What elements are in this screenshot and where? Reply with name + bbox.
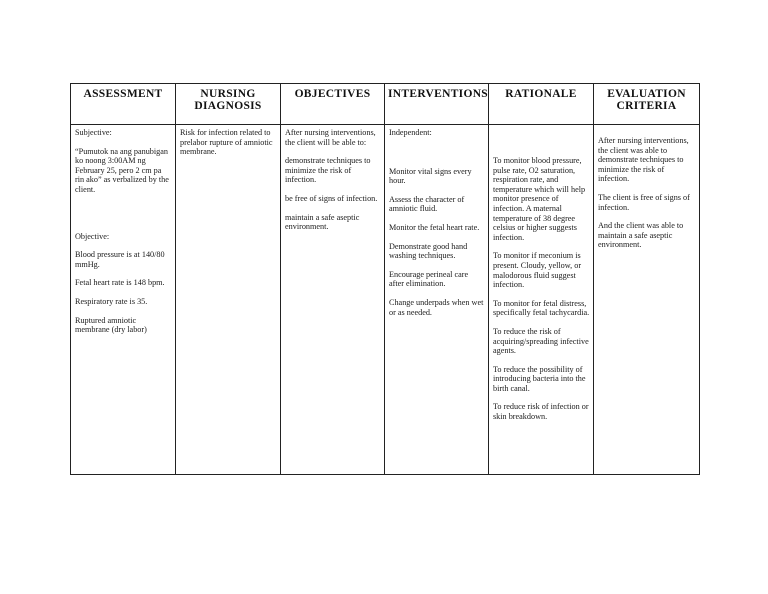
header-objectives: OBJECTIVES [281, 84, 385, 125]
header-rationale: RATIONALE [489, 84, 594, 125]
evaluation-item: And the client was able to maintain a safe aseptic environment. [598, 221, 684, 250]
header-evaluation-criteria: EVALUATION CRITERIA [594, 84, 700, 125]
evaluation-item: The client is free of signs of infection. [598, 192, 690, 212]
header-interventions: INTERVENTIONS [385, 84, 489, 125]
header-nursing-diagnosis: NURSING DIAGNOSIS [176, 84, 281, 125]
nursing-care-plan-table [70, 83, 700, 475]
intervention-item: Demonstrate good hand washing techniques. [389, 241, 468, 261]
objectives-cell [281, 125, 385, 475]
evaluation-cell [594, 125, 700, 475]
rationale-cell [489, 125, 594, 475]
nursing-diagnosis-text: Risk for infection related to prelabor rupture of amniotic membrane. [180, 128, 273, 157]
objective-goal: demonstrate techniques to minimize the risk of infection. [285, 156, 371, 185]
rationale-item: To monitor for fetal distress, specifically fetal tachycardia. [493, 298, 590, 318]
rationale-item: To reduce the possibility of introducing bacteria into the birth canal. [493, 364, 586, 393]
objective-item: Fetal heart rate is 148 bpm. [75, 278, 165, 288]
objectives-intro: After nursing interventions, the client will be able to: [285, 128, 376, 147]
rationale-item: To reduce risk of infection or skin breakdown. [493, 402, 589, 422]
evaluation-item: After nursing interventions, the client was able to demonstrate techniques to minimize the risk of infection. [598, 136, 689, 184]
objective-item: Ruptured amniotic membrane (dry labor) [75, 315, 147, 335]
objective-item: Blood pressure is at 140/80 mmHg. [75, 250, 165, 269]
nursing-diagnosis-cell [176, 125, 281, 475]
intervention-item: Assess the character of amniotic fluid. [389, 194, 465, 214]
objective-goal: be free of signs of infection. [285, 193, 378, 203]
rationale-item: To monitor if meconium is present. Cloudy, yellow, or malodorous fluid suggest infection. [493, 251, 582, 290]
subjective-quote: “Pumutok na ang panubigan ko noong 3:00AM ng February 25, pero 2 cm pa rin ako” as verbalized by the client. [75, 146, 169, 194]
assessment-cell [71, 125, 176, 475]
interventions-cell [385, 125, 489, 475]
subjective-label: Subjective: [75, 128, 112, 137]
intervention-item: Monitor the fetal heart rate. [389, 222, 480, 232]
header-row [71, 84, 700, 125]
objective-item: Respiratory rate is 35. [75, 296, 148, 306]
header-assessment: ASSESSMENT [71, 84, 176, 125]
objective-goal: maintain a safe aseptic environment. [285, 212, 360, 232]
objective-label: Objective: [75, 231, 110, 241]
intervention-item: Encourage perineal care after elimination. [389, 269, 469, 289]
intervention-item: Change underpads when wet or as needed. [389, 297, 484, 317]
content-row [71, 125, 700, 475]
interventions-label: Independent: [389, 128, 432, 137]
rationale-item: To reduce the risk of acquiring/spreading infective agents. [493, 326, 589, 356]
rationale-item: To monitor blood pressure, pulse rate, O2 saturation, respiration rate, and temperature which will help monitor presence of infection. A maternal temperature of 38 degree celsius or higher suggests infection. [493, 156, 586, 242]
intervention-item: Monitor vital signs every hour. [389, 166, 472, 186]
